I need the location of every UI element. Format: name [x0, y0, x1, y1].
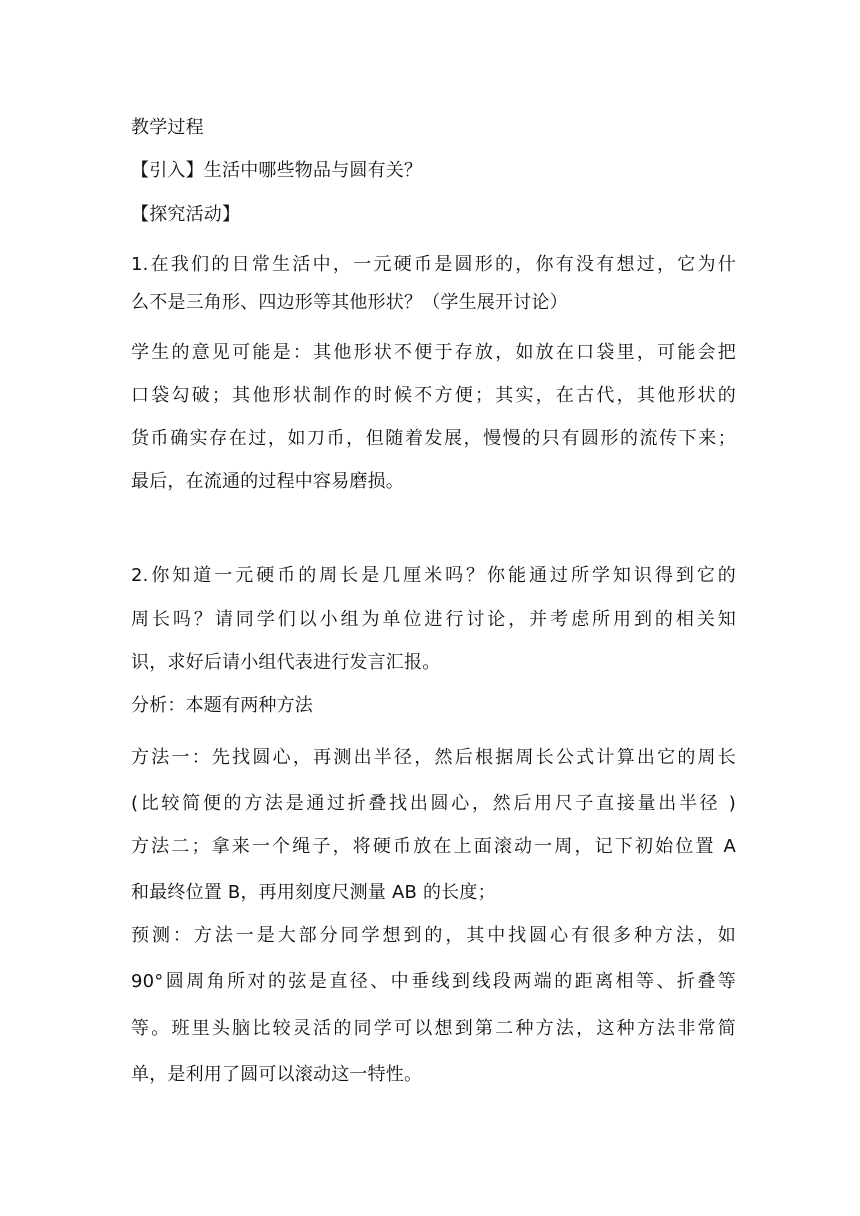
prediction-line-3: 等。班里头脑比较灵活的同学可以想到第二种方法，这种方法非常简 [131, 1018, 736, 1039]
question-2-line-2: 周长吗？请同学们以小组为单位进行讨论，并考虑所用到的相关知 [131, 609, 736, 630]
activity-heading: 【探究活动】 [131, 204, 241, 225]
question-1-line-1: 1.在我们的日常生活中，一元硬币是圆形的，你有没有想过，它为什 [131, 254, 736, 275]
answer-line-4: 最后，在流通的过程中容易磨损。 [131, 471, 404, 492]
answer-line-2: 口袋勾破；其他形状制作的时候不方便；其实，在古代，其他形状的 [131, 385, 736, 406]
prediction-line-1: 预测：方法一是大部分同学想到的，其中找圆心有很多种方法，如 [131, 925, 736, 946]
answer-line-3: 货币确实存在过，如刀币，但随着发展，慢慢的只有圆形的流传下来； [131, 428, 736, 449]
method-2-line-2: 和最终位置 B，再用刻度尺测量 AB 的长度； [131, 882, 496, 903]
analysis-line: 分析：本题有两种方法 [131, 695, 313, 716]
section-title: 教学过程 [131, 117, 204, 138]
intro-line: 【引入】生活中哪些物品与圆有关？ [131, 160, 423, 181]
question-2-line-3: 识，求好后请小组代表进行发言汇报。 [131, 652, 441, 673]
question-2-line-1: 2.你知道一元硬币的周长是几厘米吗？你能通过所学知识得到它的 [131, 565, 736, 586]
answer-line-1: 学生的意见可能是：其他形状不便于存放，如放在口袋里，可能会把 [131, 342, 736, 363]
question-1-line-2: 么不是三角形、四边形等其他形状？（学生展开讨论） [131, 292, 568, 313]
prediction-line-2: 90°圆周角所对的弦是直径、中垂线到线段两端的距离相等、折叠等 [131, 971, 736, 992]
prediction-line-4: 单，是利用了圆可以滚动这一特性。 [131, 1064, 423, 1085]
method-2-line-1: 方法二；拿来一个绳子，将硬币放在上面滚动一周，记下初始位置 A [131, 836, 736, 857]
method-1-line-1: 方法一：先找圆心，再测出半径，然后根据周长公式计算出它的周长 [131, 747, 736, 768]
method-1-line-2: (比较简便的方法是通过折叠找出圆心，然后用尺子直接量出半径 ) [131, 793, 736, 814]
